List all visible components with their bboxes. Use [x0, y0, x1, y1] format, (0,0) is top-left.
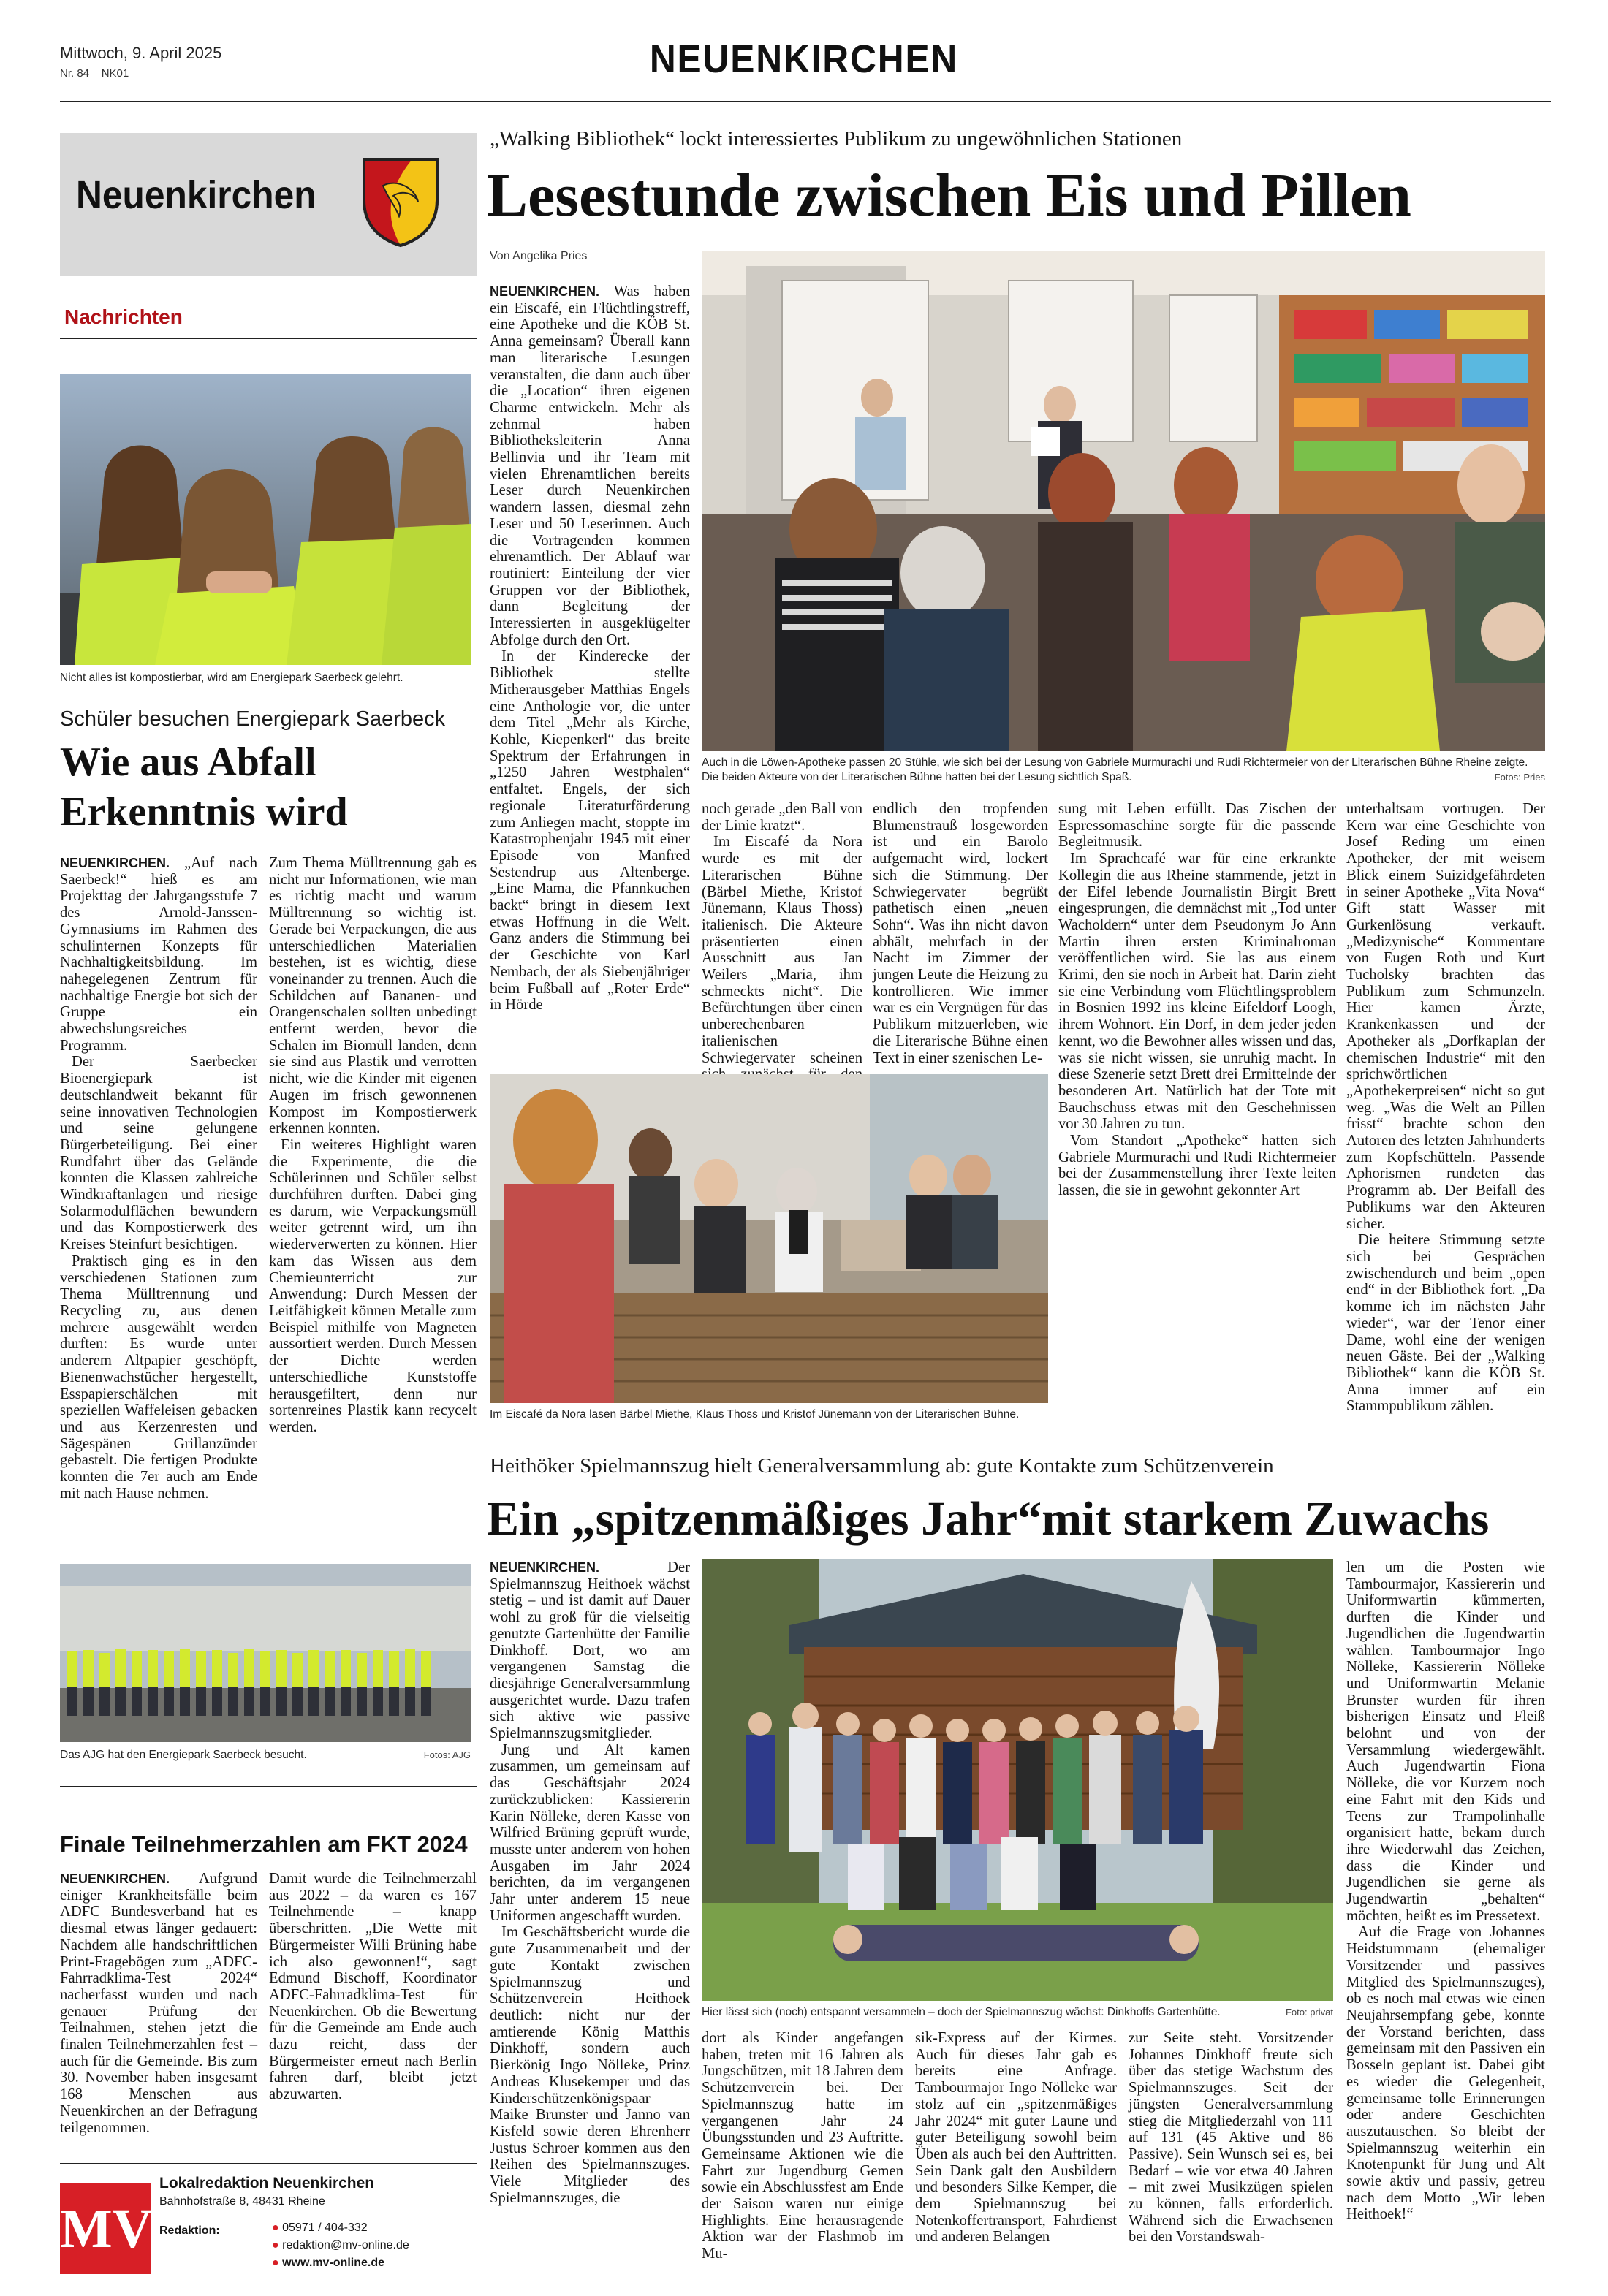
header-issue: Nr. 84 [60, 67, 90, 80]
photo-credit: Fotos: AJG [423, 1749, 471, 1760]
paragraph: NEUENKIRCHEN. „Auf nach Saerbeck!“ hieß es am Projekttag der Jahrgangsstufe 7 des Arnold-Janssen-Gymnasiums im Rahmen des schulinternen Konzepts für Nachhaltigkeitsbildung. Im nahegelegenen Zentrum für nachhaltige Energie bot sich der Gruppe ein abwechslungsreiches Programm. [60, 855, 257, 1054]
brief-rule [60, 1786, 477, 1787]
paragraph: Zum Thema Mülltrennung gab es nicht nur Informationen, wie man es richtig macht und warum Mülltrennung so wichtig ist. Gerade bei Verpackungen, die aus unterschiedlichen Materialien bestehen, ist es wichtig, diese voneinander zu trennen. Auch die Schildchen auf Bananen- und Orangenschalen sollten unbedingt entfernt werden, bevor die Schalen im Biomüll landen, denn sie sind aus Plastik und verrotten nicht, wie die Kinder mit eigenen Augen im frisch gewonnenen Kompost im Kompostierwerk erkennen konnten. [269, 855, 477, 1137]
mail-icon: ● [272, 2239, 279, 2251]
paragraph: unterhaltsam vortrugen. Der Kern war eine Geschichte von Josef Reding um einen Apotheker, der mit weisem Blick einem Suizidgefährdeten in seiner Apotheke „Vita Nova“ Gift statt Wasser mit Gurkenlösung verkauft. „Medizynische“ Kommentare von Eugen Roth und Kurt Tucholsky brachten das Publikum zum Schmunzeln. Hier kamen Ärzte, Krankenkassen und der Apotheker als „Dorfkaplan der chemischen Industrie“ mit den sprichwörtlichen „Apothekerpreisen“ nicht so gut weg. „Was die Welt an Pillen frisst“ brachte schon den Autoren des letzten Jahrhunderts zum Kopfschütteln. Passende Aphorismen rundeten das Programm ab. Der Beifall des Publikums war den Akteuren sicher. [1346, 801, 1545, 1232]
footer-address: Bahnhofstraße 8, 48431 Rheine [159, 2195, 325, 2208]
footer-name: Lokalredaktion Neuenkirchen [159, 2175, 375, 2192]
phone-icon: ● [272, 2221, 279, 2234]
footer-web [272, 2257, 384, 2270]
paragraph: NEUENKIRCHEN. Was haben ein Eiscafé, ein Flüchtlingstreff, eine Apotheke und die KÖB St. Anna gemeinsam? Überall kann man literarische Lesungen veranstalten, die dann auch über die „Location“ ihren eigenen Charme entwickeln. Mehr als zehnmal haben Bibliotheksleiterin Anna Bellinvia und ihr Team mit vielen Ehrenamtlichen bereits Leser durch Neuenkirchen wandern lassen, diesmal zehn Leser und 50 Leserinnen. Auch die Vortragenden kommen ehrenamtlich. Der Ablauf war routiniert: Einteilung der vier Gruppen vor der Bibliothek, dann Begleitung der Interessierten in ausgeklügelter Abfolge durch den Ort. [490, 284, 690, 648]
spielmannszug-group-photo [702, 1559, 1333, 2001]
footer-mail [272, 2239, 409, 2252]
web-icon: ● [272, 2257, 279, 2269]
photo-credit: Foto: privat [1285, 2007, 1333, 2018]
icecafe-photo-caption: Im Eiscafé da Nora lasen Bärbel Miethe, Klaus Thoss und Kristof Jünemann von der Literarischen Bühne. [490, 1408, 1020, 1421]
sidebar-headline-2: Erkenntnis wird [60, 789, 348, 835]
paragraph: len um die Posten wie Tambourmajor, Kassiererin und Uniformwartin kümmerten, durften die Kinder und Jugendlichen die Jugendwartin wählen. Tambourmajor Ingo Nölleke, Kassiererin Nölleke und Uniformwartin Melanie Brunster wurden für ihren bisherigen Einsatz und Fleiß belohnt und von der Versammlung wiedergewählt. Auch Jugendwartin Fiona Nölleke, die vor Kurzem noch eine Fahrt mit den Kids und Teens zur Trampolinhalle organisiert hatte, bekam durch ihre Wiederwahl das Zeichen, dass die Kinder und Jugendlichen sie gerne als Jugendwartin „behalten“ möchten, heißt es im Pressetext. [1346, 1559, 1545, 1924]
paragraph: noch gerade „den Ball von der Linie kratzt“. [702, 801, 862, 834]
article1-col-3 [873, 801, 1048, 1064]
header-edition: NK01 [101, 67, 129, 80]
photo-credit: Fotos: Pries [1494, 772, 1545, 783]
web-address[interactable]: www.mv-online.de [282, 2257, 384, 2269]
article2-col-3 [915, 2030, 1117, 2293]
article2-col-4 [1129, 2030, 1333, 2293]
paragraph: zur Seite steht. Vorsitzender Johannes Dinkhoff freute sich über das stetige Wachstum des Spielmannszuges. Seit der jüngsten Generalversammlung stieg die Mitgliederzahl von 111 auf 131 (45 Aktive und 86 Passive). Sein Wunsch sei es, bei Bedarf – wie vor etwa 40 Jahren – mit zwei Musikzügen spielen zu können, falls erforderlich. Während sich die Erwachsenen bei den Vorstandswah- [1129, 2030, 1333, 2246]
paragraph: Im Eiscafé da Nora wurde es mit der Literarischen Bühne (Bärbel Miethe, Kristof Jünemann, Klaus Thoss) italienisch. Die Akteure präsentierten einen Ausschnitt aus Jan Weilers „Maria, ihm schmeckts nicht“. Die Befürchtungen über einen unberechenbaren italienischen Schwiegervater scheinen [702, 834, 862, 1066]
footer-rule [60, 2163, 477, 2164]
section-rule [60, 338, 477, 339]
article2-headline: Ein „spitzenmäßiges Jahr“mit starkem Zuwachs [487, 1492, 1490, 1546]
pharmacy-reading-photo [702, 251, 1545, 751]
group-photo-caption-2 [702, 2005, 1333, 2020]
caption-text: Hier lässt sich (noch) entspannt versammeln – doch der Spielmannszug wächst: Dinkhoffs Gartenhütte. [702, 2006, 1221, 2018]
paragraph: Der Saerbecker Bioenergiepark ist deutschlandweit bekannt für seine innovativen Technologien und seine gelungene Bürgerbeteiligung. Bei einer Rundfahrt über das Gelände konnten die Klassen zahlreiche Windkraftanlagen und riesige Solarmodulflächen bewundern und das Kompostierwerk des Kreises Steinfurt besichtigen. [60, 1054, 257, 1253]
paragraph: Praktisch ging es in den verschiedenen Stationen zum Thema Mülltrennung und Recycling zu, aus denen mehrere ausgewählt werden durften: Es wurde unter anderem Altpapier geschöpft, Bienenwachstücher hergestellt, Esspapierschälchen mit speziellen Waffeleisen gebacken und aus Kerzenresten und Sägespänen Grillanzünder gebastelt. Die fertigen Produkte konnten die 7er auch am Ende mit nach Hause nehmen. [60, 1252, 257, 1502]
article1-col-2 [702, 801, 862, 1064]
header-rule [60, 101, 1551, 102]
article1-headline: Lesestunde zwischen Eis und Pillen [487, 161, 1411, 229]
paragraph: sik-Express auf der Kirmes. Auch für dieses Jahr gab es bereits eine Anfrage. Tambourmajor Ingo Nölleke war stolz auf ein „spitzenmäßiges Jahr 2024“ mit guter Laune und guter Beteiligung sowohl beim Üben als auch bei den Auftritten. Sein Dank galt den Ausbildern und besonders Silke Kemper, die dem Spielmannszug bei Notenkoffertransport, Fahrdienst und anderen Belangen [915, 2030, 1117, 2246]
sidebar-headline-1: Wie aus Abfall [60, 740, 316, 785]
section-label: Nachrichten [64, 305, 183, 328]
mail-address[interactable]: redaktion@mv-online.de [282, 2239, 409, 2251]
paragraph: Damit wurde die Teilnehmerzahl aus 2022 – da waren es 167 Teilnehmende – knapp überschritten. „Die Wette mit Bürgermeister Willi Brüning habe ich also gewonnen!“, sagt Edmund Bischoff, Koordinator ADFC-Fahrradklima-Test für Neuenkirchen. Ob die Bewertung für die Gemeinde am Ende auch dazu reicht, dass der Bürgermeister erneut nach Berlin fahren darf, bleibt jetzt abzuwarten. [269, 1871, 477, 2103]
header-date: Mittwoch, 9. April 2025 [60, 44, 222, 62]
article1-col-4 [1058, 801, 1336, 1422]
paragraph: Auf die Frage von Johannes Heidstummann (ehemaliger Vorsitzender und passives Mitglied des Spielmannszuges), ob es noch mal etwas wie einen Neujahrsempfang gebe, konnte der Vorstand berichten, dass gemeinsam mit den Passiven ein Bosseln geplant ist. Dabei gibt es wieder die Gelegenheit, gemeinsame tolle Erinnerungen oder andere Geschichten auszutauschen. So bleibt der Spielmannszug weiterhin ein Knotenpunkt für Jung und Alt sowie aktiv und passiv, getreu nach dem Motto „Wir leben Heithoek!“ [1346, 1924, 1545, 2223]
paragraph: Ein weiteres Highlight waren die Experimente, die die Schülerinnen und Schüler selbst durchführen durften. Dabei ging es darum, wie Verpackungsmüll weiter getrennt wird, um ihn wiederverwerten zu können. Hier kam das Wissen aus dem Chemieunterricht zur Anwendung: Durch Messen der Leitfähigkeit können Metalle zum Beispiel mithilfe von Magneten aussortiert werden. Durch Messen der Dichte werden unterschiedliche Kunststoffe herausgefiltert, denn nur sortenreines Plastik kann recycelt werden. [269, 1136, 477, 1435]
icecafe-reading-photo [490, 1074, 1048, 1403]
page-title: NEUENKIRCHEN [649, 37, 959, 81]
sidebar-article-col-1 [60, 855, 257, 1546]
article1-kicker: „Walking Bibliothek“ lockt interessiertes Publikum zu ungewöhnlichen Stationen [490, 127, 1183, 151]
footer-phone [272, 2221, 368, 2235]
phone-number: 05971 / 404-332 [282, 2221, 368, 2234]
paragraph: In der Kinderecke der Bibliothek stellte Mitherausgeber Matthias Engels eine Anthologie vor, die unter dem Titel „Mehr als Kirche, Kohle, Kiepenkerl“ das breite Spektrum der Erfahrungen in „1250 Jahren Westphalen“ entfaltet. Engels, der sich regionale Literaturförderung zum Anliegen macht, stoppte im Katastrophenjahr 1945 mit einer Episode von Manfred Sestendrup aus Altenberge. „Eine Mama, die Pfannkuchen backt“ bringt in diesem Text etwas Hoffnung in die Welt. Ganz anders die Stimmung bei der Geschichte von Karl Nembach, der als Siebenjähriger beim Fußball auf „Roter Erde“ in Hörde [490, 648, 690, 1014]
footer-label: Redaktion: [159, 2224, 220, 2237]
caption-text: Auch in die Löwen-Apotheke passen 20 Stühle, wie sich bei der Lesung von Gabriele Murmurachi und Rudi Richtermeier von der Literarischen Bühne Rheine zeigte. Die beiden Akteure von der Literarischen Bühne hatten bei der Lesung sichtlich Spaß. [702, 756, 1528, 783]
brief-col-2 [269, 1871, 477, 2178]
paragraph: Jung und Alt kamen zusammen, um gemeinsam auf das Geschäftsjahr 2024 zurückzublicken: Kassiererin Karin Nölleke, deren Kasse von Wilfried Brüning geprüft wurde, musste unter anderem von hohen Ausgaben im Jahr 2024 berichten, da im vergangenen Jahr unter anderem 15 neue Uniformen angeschafft wurden. [490, 1741, 690, 1924]
article2-kicker: Heithöker Spielmannszug hielt Generalversammlung ab: gute Kontakte zum Schützenverein [490, 1454, 1274, 1478]
town-crest-icon [361, 156, 440, 248]
students-photo-caption: Nicht alles ist kompostierbar, wird am Energiepark Saerbeck gelehrt. [60, 672, 403, 684]
paragraph: dort als Kinder angefangen haben, treten mit 16 Jahren als Jungschützen, mit 18 Jahren dem Schützenverein bei. Der Spielmannszug hatte im vergangenen Jahr 24 Übungsstunden und 23 Auftritte. Gemeinsame Aktionen wie die Fahrt zur Jugendburg Gemen sowie ein Abschlussfest am Ende der Saison waren nur einige Highlights. Eine herausragende Aktion war der Flashmob im Mu- [702, 2030, 903, 2262]
paragraph: sung mit Leben erfüllt. Das Zischen der Espressomaschine sorgte für die passende Begleitmusik. [1058, 801, 1336, 851]
article1-col-5 [1346, 801, 1545, 1422]
mv-logo: MV [60, 2183, 151, 2274]
students-compost-photo [60, 374, 471, 665]
caption-text: Das AJG hat den Energiepark Saerbeck besucht. [60, 1749, 307, 1761]
article1-byline: Von Angelika Pries [490, 250, 588, 262]
article2-col-5 [1346, 1559, 1545, 2290]
paragraph: Im Geschäftsbericht wurde die gute Zusammenarbeit und der gute Kontakt zwischen Spielmannszug und Schützenverein Heithoek deutlich: nicht nur der amtierende König Matthis Dinkhoff, sondern auch Bierkönig Ingo Nölleke, Prinz Andreas Klusekemper und das Kinderschützenkönigspaar Maike Brunster und Janno van Kisfeld sowie deren Ehrenherr Justus Schroer kommen aus den Reihen des Spielmannszuges. Viele Mitglieder des Spielmannszuges, die [490, 1924, 690, 2206]
group-photo-caption [60, 1748, 471, 1763]
brief-title: Finale Teilnehmerzahlen am FKT 2024 [60, 1831, 468, 1857]
paragraph: NEUENKIRCHEN. Aufgrund einiger Krankheitsfälle beim ADFC Bundesverband hat es diesmal etwas länger gedauert: Nachdem alle handschriftlichen Print-Fragebögen zum „ADFC-Fahrradklima-Test 2024“ nacherfasst wurden und nach genauer Prüfung der Teilnahmen, stehen jetzt die finalen Teilnehmerzahlen fest – auch für die Gemeinde. Bis zum 30. November haben insgesamt 168 Menschen aus Neuenkirchen an der Befragung teilgenommen. [60, 1871, 257, 2136]
paragraph: endlich den tropfenden Blumenstrauß losgeworden ist und ein Barolo aufgemacht wird, lockert sich die Stimmung. Der Schwiegervater begrüßt pathetisch einen „neuen Sohn“. Was ihn nicht davon abhält, mehrfach in der Nacht im Zimmer der jungen Leute die Heizung zu kontrollieren. Wie immer war es ein Vergnügen für das Publikum mitzuerleben, wie die Literarische Bühne einen Text in einer szenischen Le- [873, 801, 1048, 1066]
sidebar-article-col-2 [269, 855, 477, 1546]
article2-col-2 [702, 2030, 903, 2293]
paragraph: Im Sprachcafé war für eine erkrankte Kollegin die aus Rheine stammende, jetzt in der Eifel lebende Journalistin Birgit Brett eingesprungen, die demnächst mit „Tod unter Wacholdern“ unter dem Pseudonym Jo Ann Martin ihren ersten Kriminalroman veröffentlichen wird. Sie las aus einem Krimi, den sie noch in Arbeit hat. Darin zieht sie eine Verbindung vom Flüchtlingsproblem in Bosnien 1992 ins kleine Eifeldorf Loogh, ihrem Wohnort. Ein Dorf, in dem jeder jeden kennt, wo die Bewohner alles wissen und das, was sie nicht wissen, sie unruhig macht. In diese Szenerie setzt Brett drei Ermittelnde der besonderen Art. Natürlich hat der Tote mit Bauchschuss etwas mit den Geschehnissen vor 30 Jahren zu tun. [1058, 851, 1336, 1133]
brief-col-1 [60, 1871, 257, 2178]
town-name: Neuenkirchen [76, 173, 316, 217]
group-energiepark-photo [60, 1564, 471, 1742]
paragraph: Vom Standort „Apotheke“ hatten sich Gabriele Murmurachi und Rudi Richtermeier bei der Zusammenstellung ihrer Texte leiten lassen, die sie in gewohnt gekonnter Art [1058, 1133, 1336, 1199]
pharmacy-photo-caption [702, 756, 1545, 785]
paragraph: Die heitere Stimmung setzte sich bei Gesprächen zwischendurch und beim „open end“ in der Bibliothek fort. „Da komme ich im nächsten Jahr wieder“, war der Tenor einer Dame, wohl eine der wenigen neuen Gäste. Bei der „Walking Bibliothek“ kann die KÖB St. Anna immer auf ein Stammpublikum zählen. [1346, 1232, 1545, 1415]
paragraph: NEUENKIRCHEN. Der Spielmannszug Heithoek wächst stetig – und ist damit auf Dauer wohl zu groß für die vielseitig genutzte Gartenhütte der Familie Dinkhoff. Dort, wo am vergangenen Samstag die diesjährige Generalversammlung ausgerichtet wurde. Dazu trafen sich aktive wie passive Spielmannszugsmitglieder. [490, 1559, 690, 1742]
sidebar-kicker: Schüler besuchen Energiepark Saerbeck [60, 707, 446, 731]
article2-col-1 [490, 1559, 690, 2290]
